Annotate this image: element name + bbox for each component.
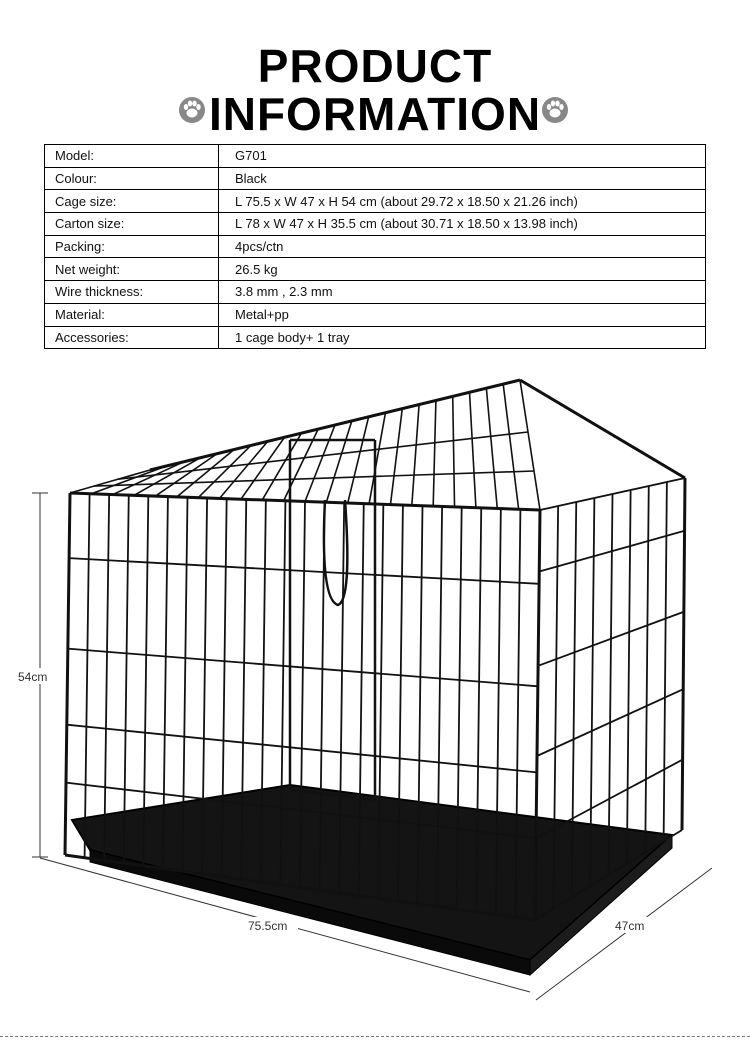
spec-value: Black (219, 167, 706, 190)
wire (262, 433, 301, 500)
wire (369, 413, 385, 504)
spec-key: Model: (45, 145, 219, 168)
title-product: PRODUCT (257, 40, 493, 92)
wire (104, 494, 109, 860)
wire (433, 400, 436, 506)
cage-illustration (0, 360, 750, 1040)
wire (453, 396, 455, 507)
length-dimension-label: 75.5cm (248, 919, 288, 933)
paw-print-icon (541, 96, 569, 124)
spec-key: Packing: (45, 235, 219, 258)
spec-value: 26.5 kg (219, 258, 706, 281)
spec-key: Accessories: (45, 326, 219, 349)
spec-key: Cage size: (45, 190, 219, 213)
divider (0, 1036, 750, 1037)
paw-print-icon (178, 96, 206, 124)
wire (326, 421, 351, 502)
spec-value: 3.8 mm , 2.3 mm (219, 281, 706, 304)
table-row (45, 281, 706, 304)
spec-value: Metal+pp (219, 303, 706, 326)
table-row (45, 303, 706, 326)
wire (470, 392, 476, 507)
spec-key: Material: (45, 303, 219, 326)
spec-key: Net weight: (45, 258, 219, 281)
wire (390, 409, 402, 505)
spec-value: G701 (219, 145, 706, 168)
wire (85, 494, 90, 858)
table-row (45, 167, 706, 190)
spec-value: L 78 x W 47 x H 35.5 cm (about 30.71 x 18.50 x 13.98 inch) (219, 213, 706, 236)
title-information: INFORMATION (208, 88, 542, 140)
wire (70, 470, 150, 493)
wire (520, 380, 540, 510)
height-dimension-label: 54cm (18, 670, 48, 684)
spec-value: L 75.5 x W 47 x H 54 cm (about 29.72 x 18.50 x 21.26 inch) (219, 190, 706, 213)
table-row (45, 145, 706, 168)
wire (503, 384, 518, 509)
width-dimension-label: 47cm (615, 919, 645, 933)
wire (65, 493, 70, 855)
table-row (45, 190, 706, 213)
wire (150, 380, 520, 470)
wire (486, 388, 497, 508)
wire (124, 495, 129, 863)
wire (412, 405, 419, 506)
wire (348, 417, 369, 503)
wire (520, 380, 685, 478)
spec-table (44, 144, 706, 349)
table-row (45, 235, 706, 258)
spec-key: Colour: (45, 167, 219, 190)
spec-key: Carton size: (45, 213, 219, 236)
spec-key: Wire thickness: (45, 281, 219, 304)
table-row (45, 326, 706, 349)
table-row (45, 213, 706, 236)
table-row (45, 258, 706, 281)
spec-value: 4pcs/ctn (219, 235, 706, 258)
spec-value: 1 cage body+ 1 tray (219, 326, 706, 349)
